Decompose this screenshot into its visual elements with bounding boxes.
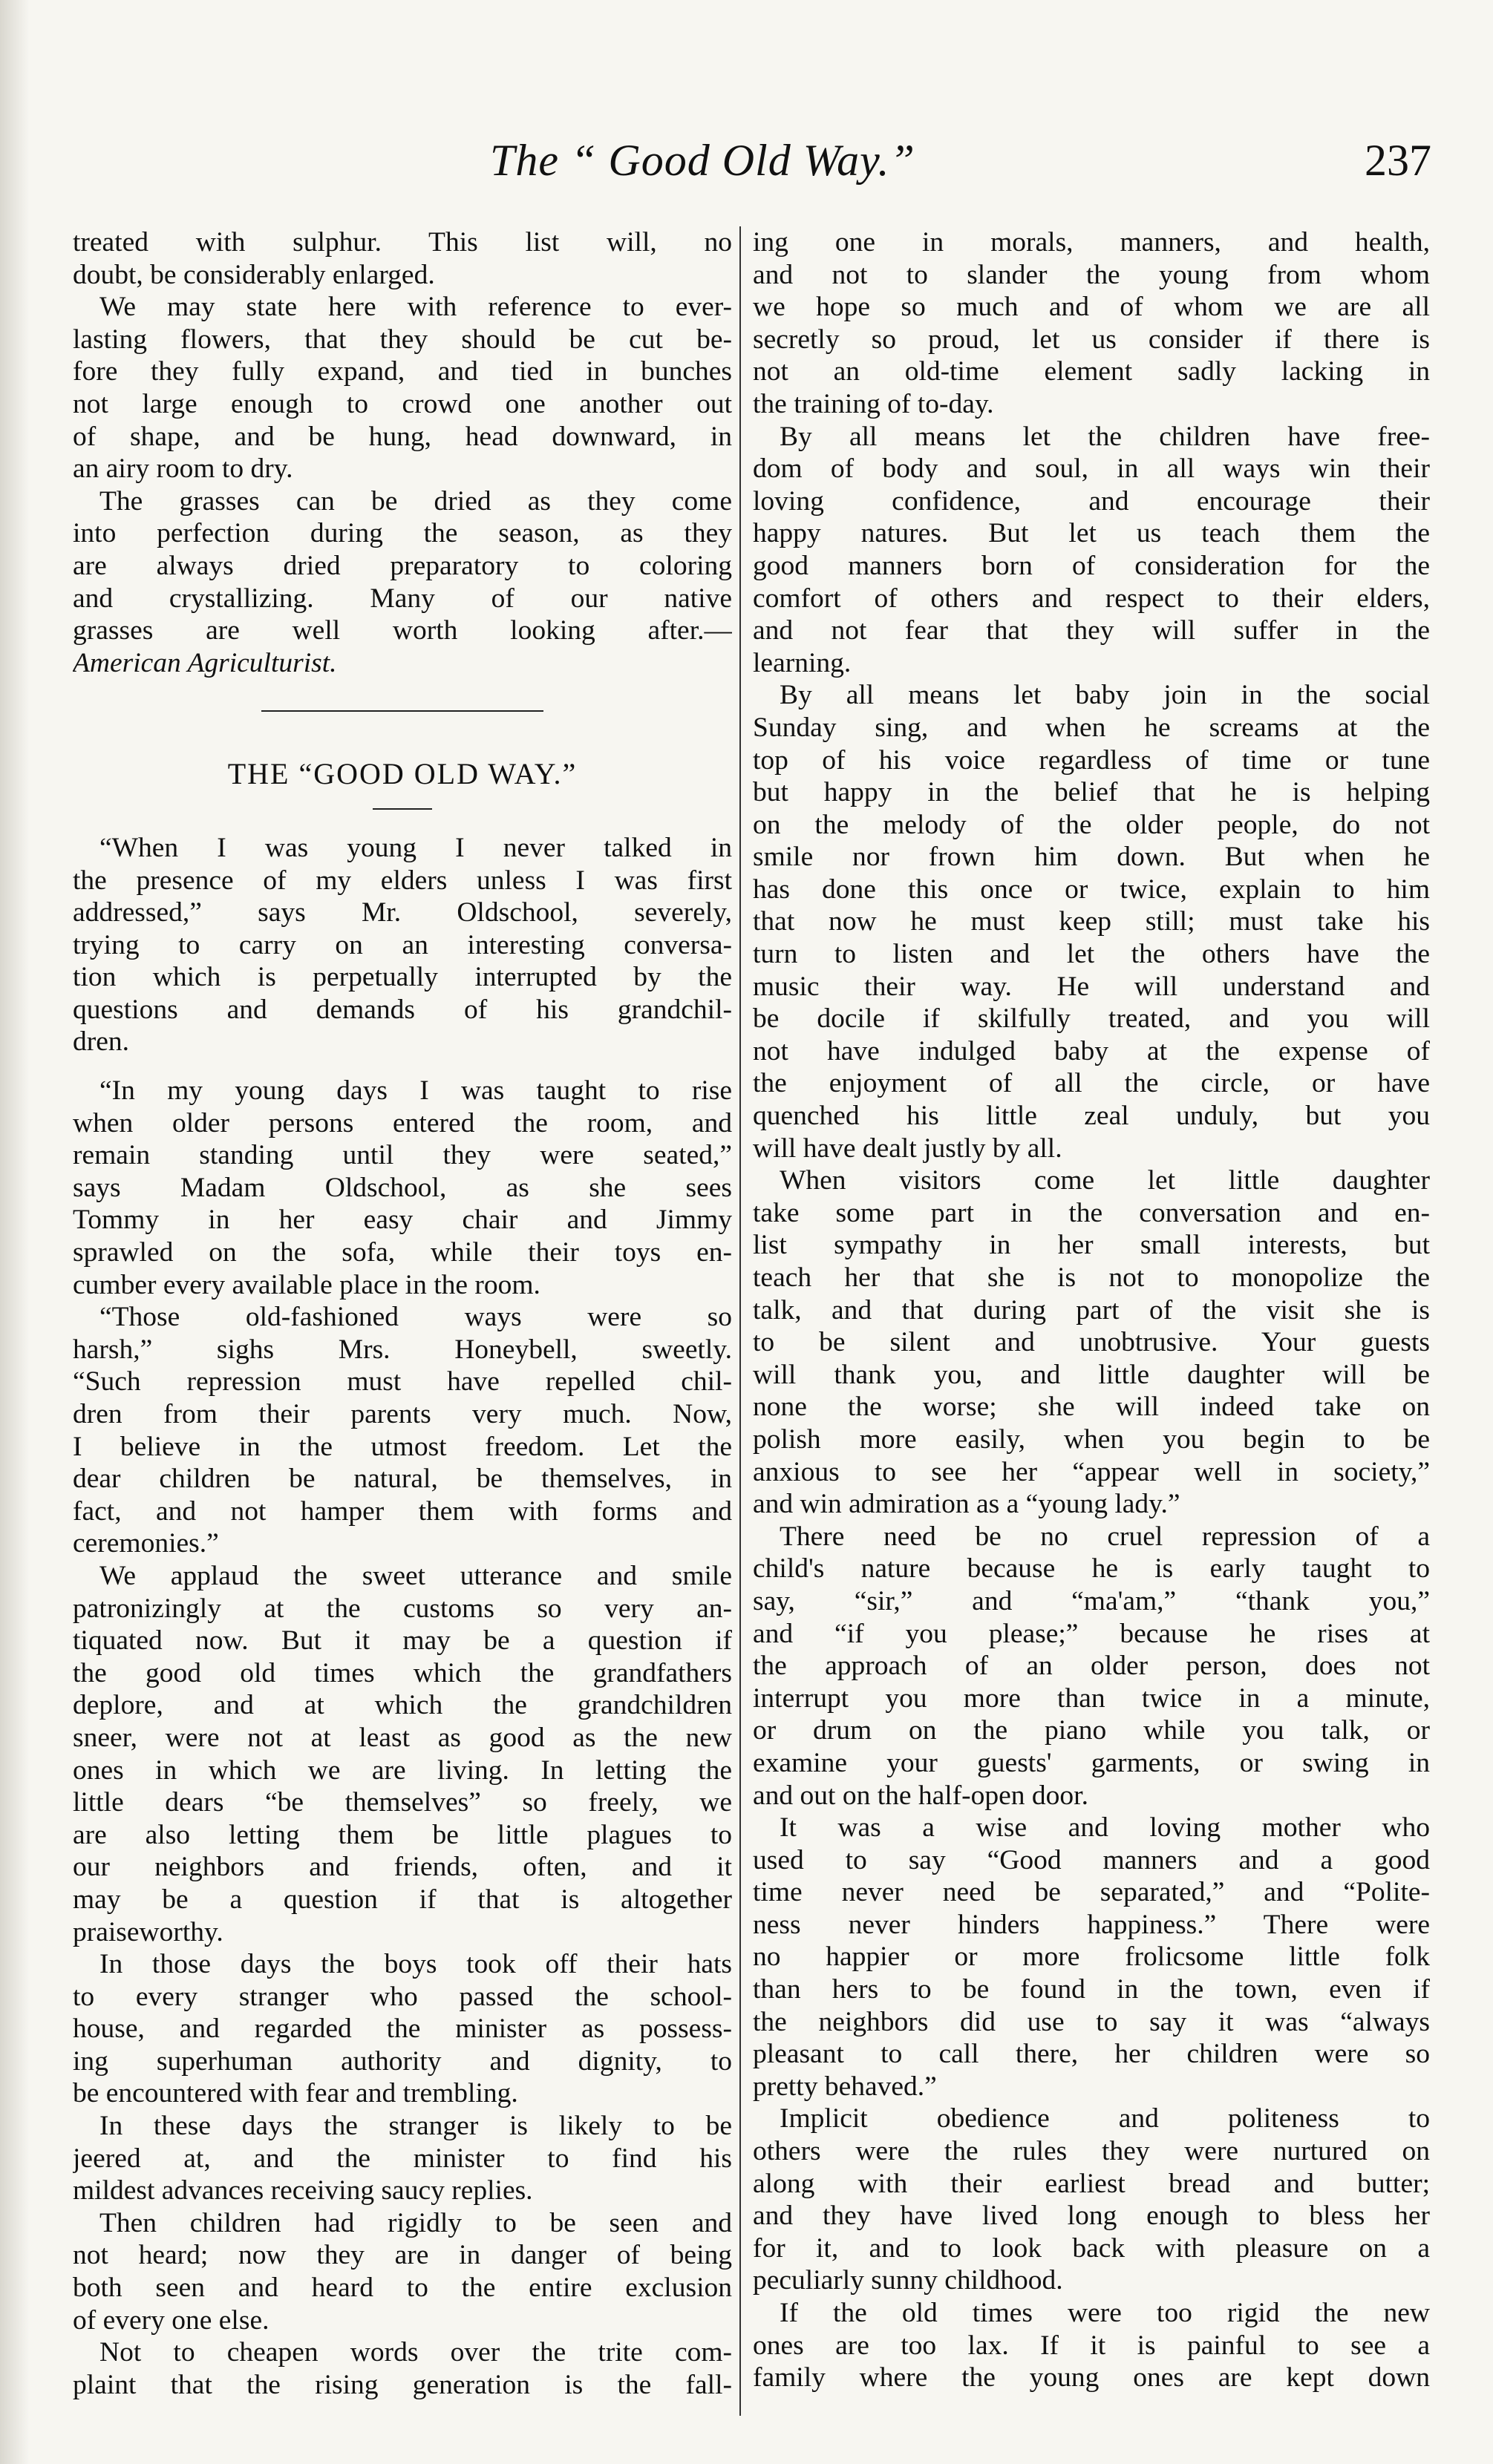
- text-line: sprawled on the sofa, while their toys en-: [73, 1237, 732, 1268]
- text-line: along with their earliest bread and butter;: [753, 2168, 1430, 2199]
- text-line: lasting flowers, that they should be cut be-: [73, 324, 732, 355]
- text-line: and out on the half-open door.: [753, 1780, 1088, 1811]
- text-line: we hope so much and of whom we are all: [753, 292, 1430, 323]
- text-line: says Madam Oldschool, as she sees: [73, 1172, 732, 1203]
- text-line: no happier or more frolicsome little folk: [753, 1942, 1430, 1973]
- text-line: dren from their parents very much. Now,: [73, 1399, 732, 1429]
- paragraph-mr-oldschool: [73, 832, 732, 1058]
- text-line: dren.: [73, 1026, 130, 1058]
- text-line: pleasant to call there, her children were so: [753, 2039, 1430, 2070]
- text-line: list sympathy in her small interests, but: [753, 1230, 1430, 1261]
- text-line: Then children had rigidly to be seen and: [99, 2207, 732, 2238]
- text-line: of shape, and be hung, head downward, in: [73, 421, 732, 452]
- text-line: By all means let baby join in the social: [780, 680, 1430, 711]
- text-line: quenched his little zeal unduly, but you: [753, 1101, 1430, 1132]
- text-line: house, and regarded the minister as possess-: [73, 2014, 732, 2045]
- text-line: Sunday sing, and when he screams at the: [753, 712, 1430, 743]
- text-line: say, “sir,” and “ma'am,” “thank you,”: [753, 1585, 1430, 1616]
- right-column: [753, 226, 1430, 2423]
- text-line: ones are too lax. If it is painful to see a: [753, 2330, 1430, 2361]
- text-line: interrupt you more than twice in a minute,: [753, 1682, 1430, 1714]
- text-line: the neighbors did use to say it was “always: [753, 2006, 1430, 2037]
- text-line: loving confidence, and encourage their: [753, 485, 1430, 517]
- text-line: I believe in the utmost freedom. Let the: [73, 1431, 732, 1462]
- text-line: tiquated now. But it may be a question if: [73, 1625, 732, 1657]
- text-line: In these days the stranger is likely to be: [99, 2111, 732, 2142]
- text-line: mildest advances receiving saucy replies.: [73, 2175, 533, 2206]
- text-line: none the worse; she will indeed take on: [753, 1392, 1430, 1423]
- text-line: and they have lived long enough to bless her: [753, 2201, 1430, 2232]
- text-line: talk, and that during part of the visit she is: [753, 1294, 1430, 1326]
- text-line: “Such repression must have repelled chil-: [73, 1366, 732, 1398]
- text-line: both seen and heard to the entire exclusion: [73, 2273, 732, 2304]
- text-line: fact, and not hamper them with forms and: [73, 1495, 732, 1527]
- text-line: the enjoyment of all the circle, or have: [753, 1068, 1430, 1099]
- text-line: Not to cheapen words over the trite com-: [99, 2337, 732, 2368]
- text-line: used to say “Good manners and a good: [753, 1844, 1430, 1875]
- left-column: [73, 226, 732, 2423]
- text-line: when older persons entered the room, and: [73, 1107, 732, 1138]
- text-line: grasses are well worth looking after.—: [73, 615, 732, 646]
- text-line: be encountered with fear and trembling.: [73, 2078, 518, 2109]
- text-line: an airy room to dry.: [73, 453, 293, 485]
- page-number: 237: [1365, 136, 1431, 185]
- text-line: that now he must keep still; must take his: [753, 906, 1430, 937]
- text-line: By all means let the children have free-: [780, 421, 1430, 452]
- text-line: When visitors come let little daughter: [780, 1165, 1430, 1196]
- text-line: our neighbors and friends, often, and it: [73, 1852, 732, 1883]
- text-line: than hers to be found in the town, even if: [753, 1974, 1430, 2005]
- text-line: dear children be natural, be themselves, in: [73, 1464, 732, 1495]
- text-line: the presence of my elders unless I was first: [73, 865, 732, 896]
- text-line: smile nor frown him down. But when he: [753, 842, 1430, 873]
- text-line: sneer, were not at least as good as the new: [73, 1722, 732, 1753]
- text-line: ness never hinders happiness.” There were: [753, 1909, 1430, 1940]
- text-line: time never need be separated,” and “Polite-: [753, 1877, 1430, 1908]
- text-line: treated with sulphur. This list will, no: [73, 227, 732, 258]
- text-line: or drum on the piano while you talk, or: [753, 1715, 1430, 1746]
- text-line: tion which is perpetually interrupted by the: [73, 962, 732, 993]
- text-line: harsh,” sighs Mrs. Honeybell, sweetly.: [73, 1334, 732, 1365]
- text-line: the training of to-day.: [753, 388, 994, 419]
- text-line: ceremonies.”: [73, 1528, 219, 1559]
- text-line: cumber every available place in the room.: [73, 1269, 540, 1300]
- text-line: polish more easily, when you begin to be: [753, 1423, 1430, 1455]
- text-line: There need be no cruel repression of a: [780, 1521, 1430, 1552]
- text-line: good manners born of consideration for the: [753, 550, 1430, 581]
- text-line: jeered at, and the minister to find his: [73, 2143, 732, 2174]
- section-title: THE “GOOD OLD WAY.”: [227, 757, 578, 791]
- text-line: teach her that she is not to monopolize the: [753, 1262, 1430, 1293]
- text-line: addressed,” says Mr. Oldschool, severely,: [73, 897, 732, 928]
- text-line: “Those old-fashioned ways were so: [99, 1302, 732, 1333]
- paragraph-group-old-times: [73, 1075, 732, 2401]
- text-line: learning.: [753, 647, 852, 678]
- source-credit: American Agriculturist.: [73, 647, 337, 678]
- text-line: the approach of an older person, does not: [753, 1651, 1430, 1682]
- text-line: has done this once or twice, explain to him: [753, 874, 1430, 905]
- text-line: and not fear that they will suffer in the: [753, 615, 1430, 646]
- text-line: “In my young days I was taught to rise: [99, 1075, 732, 1107]
- text-line: not have indulged baby at the expense of: [753, 1035, 1430, 1066]
- text-line: ing one in morals, manners, and health,: [753, 227, 1430, 258]
- text-line: will have dealt justly by all.: [753, 1133, 1062, 1164]
- text-line: It was a wise and loving mother who: [780, 1812, 1430, 1844]
- text-line: to every stranger who passed the school-: [73, 1981, 732, 2012]
- running-title: The “ Good Old Way.”: [490, 136, 915, 185]
- text-line: top of his voice regardless of time or tune: [753, 744, 1430, 776]
- text-line: Tommy in her easy chair and Jimmy: [73, 1205, 732, 1236]
- text-line: We applaud the sweet utterance and smile: [99, 1560, 732, 1591]
- text-line: dom of body and soul, in all ways win their: [753, 453, 1430, 485]
- text-line: music their way. He will understand and: [753, 971, 1430, 1002]
- text-line: are also letting them be little plagues to: [73, 1819, 732, 1850]
- text-line: questions and demands of his grandchil-: [73, 994, 732, 1025]
- column-divider: [739, 226, 741, 2416]
- text-line: and win admiration as a “young lady.”: [753, 1489, 1180, 1520]
- text-line: be docile if skilfully treated, and you will: [753, 1003, 1430, 1035]
- text-line: remain standing until they were seated,”: [73, 1140, 732, 1171]
- text-line: and “if you please;” because he rises at: [753, 1618, 1430, 1649]
- text-line: patronizingly at the customs so very an-: [73, 1593, 732, 1624]
- text-line: If the old times were too rigid the new: [780, 2298, 1430, 2328]
- text-line: happy natures. But let us teach them the: [753, 518, 1430, 549]
- text-line: on the melody of the older people, do not: [753, 809, 1430, 840]
- title-underline-rule: [373, 808, 432, 810]
- text-line: trying to carry on an interesting conversa-: [73, 929, 732, 960]
- text-line: family where the young ones are kept down: [753, 2362, 1430, 2393]
- paragraph-group-everlasting-flowers: [73, 226, 732, 679]
- text-line: are always dried preparatory to coloring: [73, 550, 732, 581]
- text-line: ones in which we are living. In letting the: [73, 1754, 732, 1786]
- text-line: but happy in the belief that he is helping: [753, 777, 1430, 808]
- text-line: take some part in the conversation and en-: [753, 1197, 1430, 1228]
- text-line: ing superhuman authority and dignity, to: [73, 2045, 732, 2077]
- text-line: may be a question if that is altogether: [73, 1884, 732, 1915]
- text-line: plaint that the rising generation is the fall-: [73, 2369, 732, 2400]
- text-line: will thank you, and little daughter will be: [753, 1359, 1430, 1390]
- text-line: “When I was young I never talked in: [99, 832, 732, 863]
- text-line: into perfection during the season, as they: [73, 518, 732, 549]
- text-line: of every one else.: [73, 2304, 269, 2336]
- text-line: praiseworthy.: [73, 1916, 223, 1947]
- text-line: turn to listen and let the others have the: [753, 939, 1430, 970]
- text-line: to be silent and unobtrusive. Your guests: [753, 1327, 1430, 1358]
- text-line: comfort of others and respect to their elders,: [753, 583, 1430, 614]
- text-line: deplore, and at which the grandchildren: [73, 1690, 732, 1721]
- text-line: little dears “be themselves” so freely, we: [73, 1787, 732, 1818]
- text-line: fore they fully expand, and tied in bunches: [73, 356, 732, 387]
- text-line: pretty behaved.”: [753, 2071, 937, 2102]
- text-line: and not to slander the young from whom: [753, 259, 1430, 290]
- text-line: child's nature because he is early taught to: [753, 1553, 1430, 1585]
- page-edge-shadow: [0, 0, 30, 2464]
- text-line: peculiarly sunny childhood.: [753, 2265, 1063, 2296]
- text-line: We may state here with reference to ever-: [99, 292, 732, 323]
- text-line: Implicit obedience and politeness to: [780, 2103, 1430, 2134]
- text-line: not an old-time element sadly lacking in: [753, 356, 1430, 387]
- text-line: anxious to see her “appear well in society,”: [753, 1456, 1430, 1487]
- text-line: for it, and to look back with pleasure on a: [753, 2232, 1430, 2264]
- text-line: doubt, be considerably enlarged.: [73, 259, 435, 290]
- text-line: not heard; now they are in danger of being: [73, 2240, 732, 2271]
- text-line: In those days the boys took off their hats: [99, 1949, 732, 1980]
- text-line: and crystallizing. Many of our native: [73, 583, 732, 614]
- text-line: examine your guests' garments, or swing in: [753, 1747, 1430, 1778]
- text-line: secretly so proud, let us consider if there is: [753, 324, 1430, 355]
- text-line: others were the rules they were nurtured on: [753, 2136, 1430, 2167]
- text-line: not large enough to crowd one another out: [73, 388, 732, 419]
- text-line: The grasses can be dried as they come: [99, 485, 732, 517]
- section-divider-rule: [261, 710, 543, 712]
- text-line: the good old times which the grandfathers: [73, 1657, 732, 1688]
- page-header: [0, 135, 1493, 202]
